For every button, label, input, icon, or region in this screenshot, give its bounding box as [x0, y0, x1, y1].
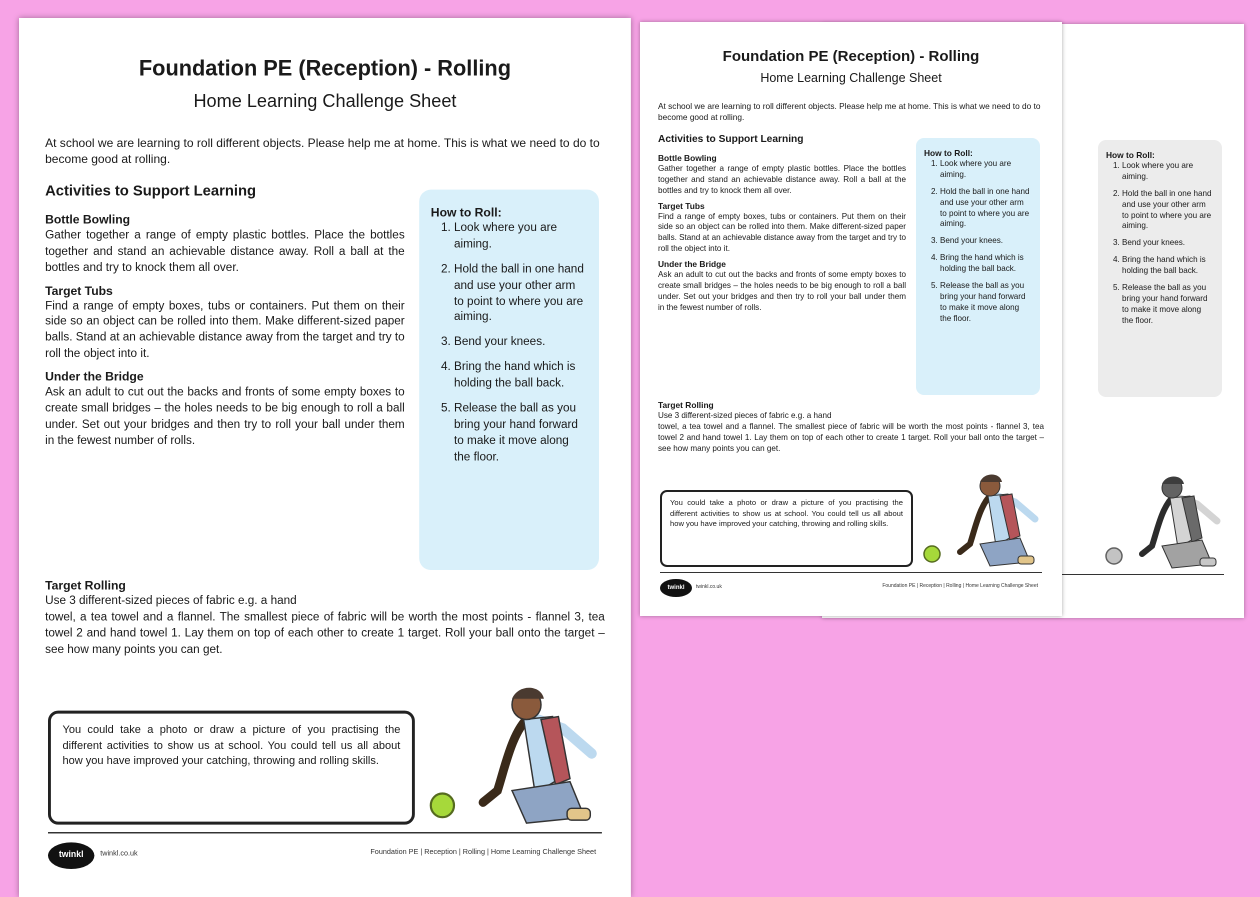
- how-to-step: 4. Bring the hand which is holding the ball back.: [454, 360, 587, 392]
- how-to-step: 3. Bend your knees.: [1122, 238, 1214, 249]
- activities-heading: Activities to Support Learning: [45, 183, 257, 201]
- child-rolling-ball-illustration: [920, 474, 1050, 574]
- how-to-step: 2. Hold the ball in one hand and use your other arm to point to where you are aiming.: [1122, 189, 1214, 233]
- activity-heading: Under the Bridge: [45, 368, 144, 384]
- activity-text: Ask an adult to cut out the backs and fronts of some empty boxes to create small bridges – the holes needs to be big enough to roll a ball under. Set out your bridges and then try to roll your ball under them in the fewest number of rolls.: [658, 270, 906, 312]
- footer-description: Foundation PE | Reception | Rolling | Home Learning Challenge Sheet: [882, 583, 1038, 589]
- activity-text: Use 3 different-sized pieces of fabric e.g. a hand: [658, 410, 832, 420]
- worksheet-page-preview: [640, 22, 1062, 616]
- activities-heading: Activities to Support Learning: [658, 134, 804, 145]
- ball-icon: [431, 794, 454, 818]
- how-to-heading: How to Roll:: [1106, 150, 1155, 160]
- how-to-step: 1. Look where you are aiming.: [454, 221, 587, 253]
- how-to-step: 3. Bend your knees.: [454, 335, 587, 351]
- how-to-roll-box: [916, 138, 1040, 395]
- child-rolling-ball-illustration: [425, 687, 614, 835]
- activity-text: Gather together a range of empty plastic bottles. Place the bottles together and stand an achievable distance away. Roll a ball at the bottles and try to knock them all over.: [658, 163, 906, 195]
- activity-heading: Target Tubs: [658, 200, 705, 211]
- activity-heading: Target Rolling: [45, 577, 126, 593]
- how-to-step: 5. Release the ball as you bring your hand forward to make it move along the floor.: [454, 401, 587, 466]
- activity-text: Use 3 different-sized pieces of fabric e.g. a hand: [45, 593, 297, 607]
- intro-text: At school we are learning to roll different objects. Please help me at home. This is what we need to do to become good at rolling.: [45, 134, 600, 166]
- activity-heading: Bottle Bowling: [45, 211, 131, 227]
- footer-site: twinkl.co.uk: [100, 849, 138, 859]
- activity-heading: Target Tubs: [45, 282, 113, 298]
- sheet-title: Foundation PE (Reception) - Rolling: [138, 56, 512, 82]
- how-to-step: 4. Bring the hand which is holding the ball back.: [1122, 255, 1214, 277]
- target-rolling-section: [658, 400, 1044, 455]
- ball-icon: [924, 546, 940, 562]
- activities-list: [45, 212, 405, 456]
- how-to-roll-box: [419, 190, 599, 570]
- target-rolling-section: [45, 577, 605, 658]
- footer-divider: [660, 572, 1042, 573]
- intro-text: At school we are learning to roll different objects. Please help me at home. This is what we need to do to become good at rolling.: [658, 101, 1041, 122]
- how-to-step: 4. Bring the hand which is holding the ball back.: [940, 253, 1032, 275]
- how-to-heading: How to Roll:: [430, 204, 502, 220]
- worksheet-page-main: [19, 18, 631, 897]
- activity-heading: Under the Bridge: [658, 259, 726, 270]
- how-to-step: 1. Look where you are aiming.: [940, 159, 1032, 181]
- activity-text: Gather together a range of empty plastic bottles. Place the bottles together and stand an achievable distance away. Roll a ball at the bottles and try to knock them all over.: [45, 228, 405, 274]
- activity-text: towel, a tea towel and a flannel. The smallest piece of fabric will be worth the most points - flannel 3, tea towel 2 and hand towel 1. Lay them on top of each other to create 1 target. Roll your ball onto the target – see how many points you can get.: [658, 421, 1044, 453]
- twinkl-logo: twinkl: [660, 579, 692, 597]
- how-to-step: 5. Release the ball as you bring your hand forward to make it move along the floor.: [1122, 283, 1214, 327]
- twinkl-logo: twinkl: [48, 842, 94, 869]
- sheet-subtitle: Home Learning Challenge Sheet: [193, 90, 457, 112]
- activity-heading: Bottle Bowling: [658, 153, 717, 163]
- how-to-step: 1. Look where you are aiming.: [1122, 161, 1214, 183]
- activity-text: Find a range of empty boxes, tubs or containers. Put them on their side so an object can be rolled into them. Make different-sized paper balls. Stand at an achievable distance away from the target and try to roll the object into it.: [658, 211, 906, 254]
- activity-heading: Target Rolling: [658, 400, 714, 410]
- note-box: You could take a photo or draw a picture of you practising the different activities to show us at school. You could tell us all about how you have improved your catching, throwing and rolling skills.: [48, 711, 415, 825]
- how-to-step: 5. Release the ball as you bring your hand forward to make it move along the floor.: [940, 281, 1032, 325]
- how-to-heading: How to Roll:: [924, 148, 973, 158]
- activity-text: Ask an adult to cut out the backs and fronts of some empty boxes to create small bridges – the holes needs to be big enough to roll a ball under. Set out your bridges and then try to roll your ball under them in the fewest number of rolls.: [45, 385, 405, 447]
- footer-site: twinkl.co.uk: [696, 584, 722, 590]
- footer-divider: [48, 832, 602, 833]
- ball-icon: [1106, 548, 1122, 564]
- sheet-subtitle: Home Learning Challenge Sheet: [760, 71, 942, 85]
- footer-description: Foundation PE | Reception | Rolling | Home Learning Challenge Sheet: [370, 848, 597, 858]
- how-to-step: 2. Hold the ball in one hand and use your other arm to point to where you are aiming.: [454, 262, 587, 327]
- sheet-title: Foundation PE (Reception) - Rolling: [722, 48, 980, 65]
- activities-list: [658, 153, 906, 318]
- child-rolling-ball-illustration: [1102, 476, 1232, 576]
- note-box: You could take a photo or draw a picture of you practising the different activities to show us at school. You could tell us all about how you have improved your catching, throwing and rolling skills.: [660, 490, 913, 567]
- activity-text: Find a range of empty boxes, tubs or containers. Put them on their side so an object can be rolled into them. Make different-sized paper balls. Stand at an achievable distance away from the target and try to roll the object into it.: [45, 298, 405, 361]
- how-to-step: 3. Bend your knees.: [940, 236, 1032, 247]
- how-to-roll-box: [1098, 140, 1222, 397]
- activity-text: towel, a tea towel and a flannel. The smallest piece of fabric will be worth the most points - flannel 3, tea towel 2 and hand towel 1. Lay them on top of each other to create 1 target. Roll your ball onto the target – see how many points you can get.: [45, 609, 605, 656]
- how-to-step: 2. Hold the ball in one hand and use your other arm to point to where you are aiming.: [940, 187, 1032, 231]
